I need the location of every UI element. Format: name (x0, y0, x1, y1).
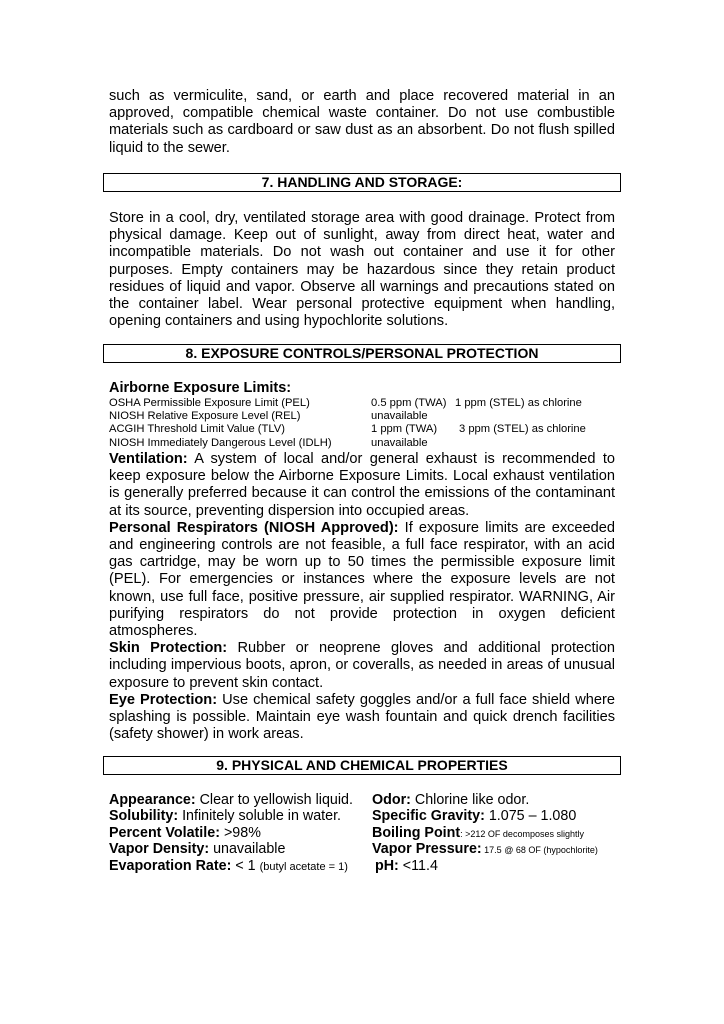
vapor-density-property (109, 841, 285, 857)
limit-label: NIOSH Relative Exposure Level (REL) (109, 410, 301, 423)
respirators-label: Personal Respirators (NIOSH Approved): (109, 519, 399, 536)
vapor-density-value: unavailable (209, 841, 286, 858)
vapor-density-label: Vapor Density: (109, 841, 210, 858)
volatile-value: >98% (219, 824, 261, 841)
volatile-property (109, 825, 261, 841)
intro-paragraph: such as vermiculite, sand, or earth and place recovered material in an approved, compatible chemical waste container. Do not use combustible materials such as cardboard or saw dust as an absorbent. Do not flush spilled liquid to the sewer. (109, 88, 615, 156)
appearance-property (109, 792, 353, 808)
solubility-value: Infinitely soluble in water. (178, 808, 342, 825)
ventilation-paragraph (109, 451, 615, 520)
solubility-property (109, 808, 341, 824)
handling-storage-paragraph: Store in a cool, dry, ventilated storage area with good drainage. Protect from physical damage. Keep out of sunlight, away from direct heat, water and incompatible materials. Do not wash out container and use it for other purposes. Empty containers may be hazardous since they retain product residues of liquid and vapor. Observe all warnings and precautions stated on the container label. Wear personal protective equipment when handling, opening containers and using hypochlorite solutions. (109, 210, 615, 330)
limit-value: unavailable (371, 410, 428, 423)
gravity-value: 1.075 – 1.080 (484, 808, 577, 825)
vapor-pressure-property (372, 841, 598, 858)
evaporation-label: Evaporation Rate: (109, 857, 232, 874)
appearance-value: Clear to yellowish liquid. (195, 792, 353, 808)
limit-value: 1 ppm (TWA) (371, 423, 438, 436)
odor-property (372, 792, 529, 808)
evaporation-value: < 1 (231, 857, 260, 874)
ph-value: <11.4 (398, 857, 438, 874)
limit-note: 1 ppm (STEL) as chlorine (455, 397, 582, 409)
section-9-title: 9. PHYSICAL AND CHEMICAL PROPERTIES (216, 757, 508, 773)
respirators-text: If exposure limits are exceeded and engineering controls are not feasible, a full face respirator, with an acid gas cartridge, may be worn up to 50 times the permissible exposure limit (PEL). For emergencies or instances where the exposure levels are not known, use full face, positive pressure, air supplied respirator. WARNING, Air purifying respirators do not provide protection in oxygen deficient atmospheres. (109, 519, 616, 640)
vapor-pressure-value: 17.5 @ 68 OF (hypochlorite) (481, 845, 598, 856)
skin-protection-text: Rubber or neoprene gloves and additional protection including impervious boots, apron, or coveralls, as needed in areas of unusual exposure to prevent skin contact. (109, 640, 615, 691)
limit-label: ACGIH Threshold Limit Value (TLV) (109, 423, 285, 436)
odor-label: Odor: (372, 792, 411, 808)
vapor-pressure-label: Vapor Pressure: (372, 841, 482, 858)
appearance-label: Appearance: (109, 792, 196, 808)
solubility-label: Solubility: (109, 808, 179, 825)
gravity-label: Specific Gravity: (372, 808, 485, 825)
limit-label: OSHA Permissible Exposure Limit (PEL) (109, 397, 310, 409)
limit-label: NIOSH Immediately Dangerous Level (IDLH) (109, 436, 332, 449)
gravity-property (372, 808, 576, 824)
odor-value: Chlorine like odor. (410, 792, 530, 808)
eye-protection-paragraph (109, 692, 615, 744)
boiling-label: Boiling Point (372, 824, 461, 841)
volatile-label: Percent Volatile: (109, 824, 220, 841)
section-9-header (103, 756, 621, 775)
eye-protection-text: Use chemical safety goggles and/or a full face shield where splashing is possible. Maintain eye wash fountain and quick drench facilities (safety shower) in work areas. (109, 691, 615, 743)
section-7-header (103, 173, 621, 192)
section-8-title: 8. EXPOSURE CONTROLS/PERSONAL PROTECTION (185, 345, 539, 361)
skin-protection-paragraph (109, 640, 615, 692)
respirators-paragraph (109, 520, 615, 640)
boiling-value: : >212 OF decomposes slightly (460, 828, 584, 839)
ph-property (375, 858, 438, 874)
skin-protection-label: Skin Protection: (109, 640, 228, 657)
airborne-limits-title: Airborne Exposure Limits: (109, 380, 292, 396)
evaporation-note: (butyl acetate = 1) (259, 860, 348, 873)
ventilation-label: Ventilation: (109, 451, 188, 467)
ventilation-text: A system of local and/or general exhaust is recommended to keep exposure below the Airborne Exposure Limits. Local exhaust ventilation is generally preferred because it can control the emissions of the contaminant at its source, preventing dispersion into occupied areas. (109, 451, 615, 519)
limit-value: 0.5 ppm (TWA) (371, 397, 447, 409)
evaporation-property (109, 858, 348, 875)
section-8-header (103, 344, 621, 363)
protection-block (109, 451, 615, 743)
section-7-title: 7. HANDLING AND STORAGE: (261, 174, 463, 190)
boiling-property (372, 825, 584, 842)
ph-label: pH: (375, 857, 399, 874)
eye-protection-label: Eye Protection: (109, 691, 218, 708)
limit-note: 3 ppm (STEL) as chlorine (459, 423, 586, 436)
limit-value: unavailable (371, 436, 428, 449)
